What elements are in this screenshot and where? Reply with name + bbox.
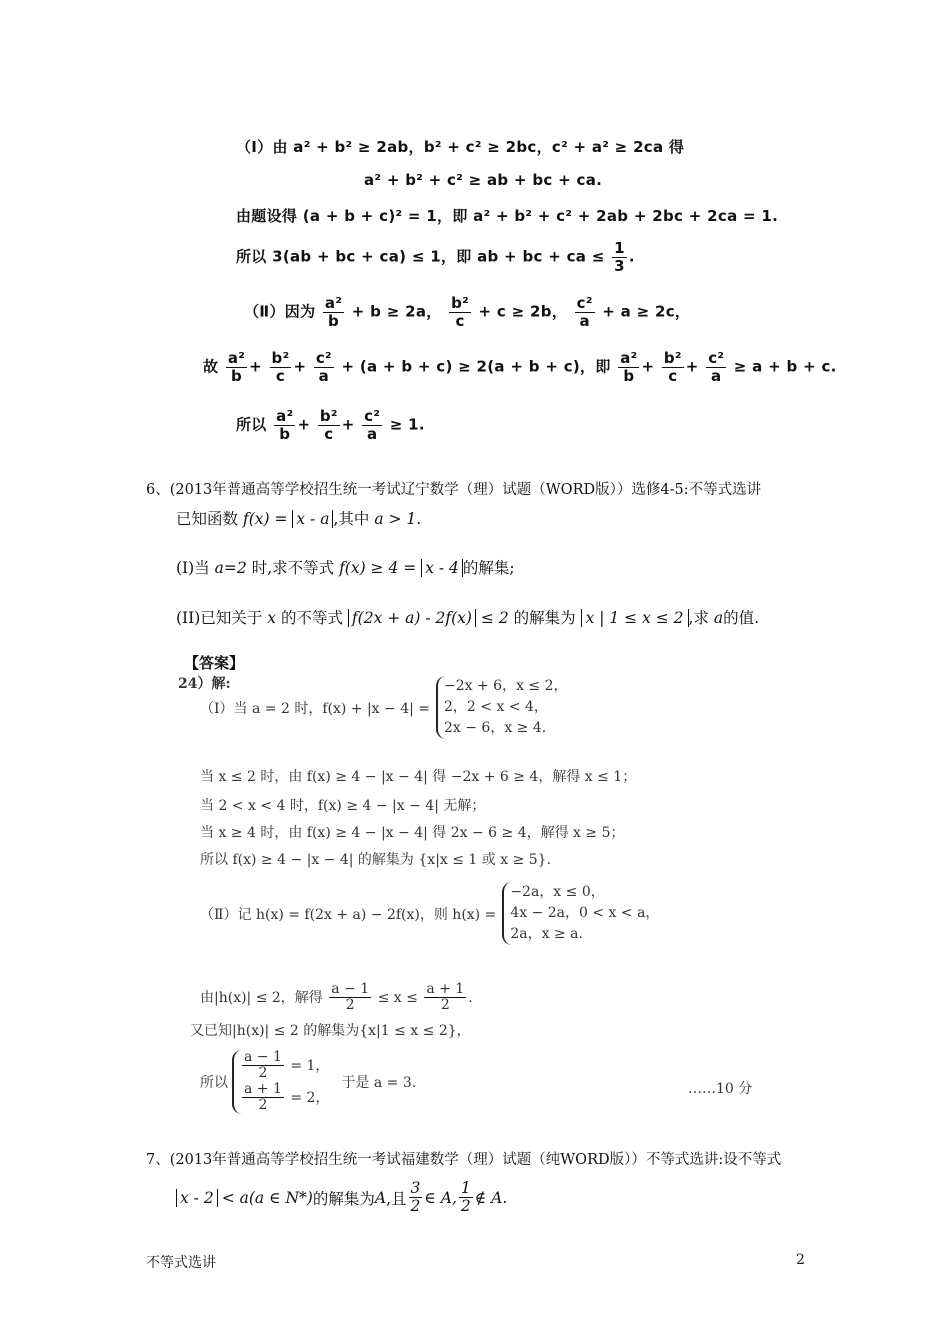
piecewise-brace: −2a，x ≤ 0， 4x − 2a，0 < x < a， 2a，x ≥ a. — [502, 882, 659, 945]
absolute-value: f(2x + a) - 2f(x) — [348, 609, 476, 627]
question6-title: 6、(2013年普通高等学校招生统一考试辽宁数学（理）试题（WORD版））选修4-5:不等式选讲 — [146, 482, 762, 498]
fraction: $\frac{\text{c²}}{a}$ — [315, 349, 332, 385]
question7-body: x - 2 < a(a ∈ N*) 的解集为 A ,且 $\frac{3}{2}$ ∈ A, $\frac{1}{2}$ ∉ A. — [176, 1180, 507, 1215]
answer-line1: 当 x ≤ 2 时，由 f(x) ≥ 4 − |x − 4| 得 −2x + 6 ≥ 4，解得 x ≤ 1； — [200, 769, 637, 785]
fraction: $\frac{\text{c²}}{a}$ — [576, 294, 593, 330]
solution5-line3: 由题设得 (a + b + c)² = 1，即 a² + b² + c² + 2ab + 2bc + 2ca = 1. — [236, 207, 779, 225]
system-brace: $\frac{a - 1}{2}$ = 1， $\frac{a + 1}{2}$ = 2， — [232, 1050, 329, 1114]
absolute-value: x - a — [292, 510, 333, 528]
answer-line7: 所以 $\frac{a - 1}{2}$ = 1， $\frac{a + 1}{2}$ = 2， 于是 a = 3. — [200, 1049, 417, 1114]
solution5-line7: 所以 $\frac{\text{a²}}{b}$ + $\frac{\text{b²}}{c}$ + $\frac{\text{c²}}{a}$ ≥ 1. — [236, 407, 425, 443]
answer-part1-def: （Ⅰ）当 a = 2 时，f(x) + |x − 4| = −2x + 6，x ≤ 2， 2，2 < x < 4， 2x − 6，x ≥ 4. — [200, 676, 568, 739]
question7-title: 7、(2013年普通高等学校招生统一考试福建数学（理）试题（纯WORD版））不等式选讲:设不等式 — [146, 1152, 782, 1168]
fraction: $\frac{a - 1}{2}$ — [331, 981, 370, 1014]
solution-set: x | 1 ≤ x ≤ 2 — [581, 609, 689, 627]
fraction: $\frac{\text{c²}}{a}$ — [708, 349, 725, 385]
answer-number: 24）解: — [178, 676, 231, 692]
fraction: $\frac{\text{a²}}{b}$ — [324, 294, 343, 330]
solution5-line4: 所以 3(ab + bc + ca) ≤ 1，即 ab + bc + ca ≤ $\frac{1}{3}$ . — [236, 239, 635, 275]
answer-line5: 由|h(x)| ≤ 2，解得 $\frac{a - 1}{2}$ ≤ x ≤ $\frac{a + 1}{2}$ . — [200, 981, 473, 1014]
fraction: $\frac{\text{a²}}{b}$ — [620, 349, 638, 385]
question6-part1: (I)当 a=2 时,求不等式 f(x) ≥ 4 = x - 4 的解集; — [176, 559, 515, 577]
fraction: $\frac{1}{3}$ — [614, 239, 625, 275]
fraction: $\frac{\text{c²}}{a}$ — [364, 407, 381, 443]
answer-line2: 当 2 < x < 4 时，f(x) ≥ 4 − |x − 4| 无解； — [200, 798, 486, 814]
piecewise-brace: −2x + 6，x ≤ 2， 2，2 < x < 4， 2x − 6，x ≥ 4. — [436, 676, 568, 739]
solution5-line4-text: 所以 3(ab + bc + ca) ≤ 1，即 ab + bc + ca ≤ — [236, 247, 605, 266]
answer-line4: 所以 f(x) ≥ 4 − |x − 4| 的解集为 {x|x ≤ 1 或 x ≥ 5}. — [200, 852, 552, 868]
fraction: $\frac{\text{b²}}{c}$ — [663, 349, 682, 385]
fraction: $\frac{\text{a²}}{b}$ — [276, 407, 294, 443]
answer-part2-def: （Ⅱ）记 h(x) = f(2x + a) − 2f(x)，则 h(x) = −2a，x ≤ 0， 4x − 2a，0 < x < a， 2a，x ≥ a. — [200, 882, 659, 945]
solution5-line5: （Ⅱ）因为 $\frac{\text{a²}}{b}$ + b ≥ 2a， $\frac{\text{b²}}{c}$ + c ≥ 2b， $\frac{\text{c²}}{a}$ + a ≥ 2c， — [244, 294, 691, 330]
question6-given: 已知函数 f(x) = x - a ,其中 a > 1. — [176, 510, 422, 528]
footer-section-title: 不等式选讲 — [146, 1255, 216, 1271]
absolute-value: x - 2 — [176, 1189, 218, 1207]
solution5-line6: 故 $\frac{\text{a²}}{b}$ + $\frac{\text{b²}}{c}$ + $\frac{\text{c²}}{a}$ + (a + b + c) ≥ 2(a + b + c)，即 $\frac{\text{a²}}{b}$ + $\frac{\text{b²}}{c}$ + $\frac{\text{c²}}{a}$ ≥ a + b + c. — [203, 349, 837, 385]
solution5-line1: （Ⅰ）由 a² + b² ≥ 2ab，b² + c² ≥ 2bc，c² + a² ≥ 2ca 得 — [236, 138, 685, 156]
fraction: $\frac{\text{a²}}{b}$ — [227, 349, 246, 385]
question6-part2: (II)已知关于 x 的不等式 f(2x + a) - 2f(x) ≤ 2 的解集为 x | 1 ≤ x ≤ 2 ,求 a的值. — [176, 609, 760, 627]
fraction: $\frac{a + 1}{2}$ — [426, 981, 465, 1014]
fraction: $\frac{\text{b²}}{c}$ — [319, 407, 338, 443]
answer-line6: 又已知|h(x)| ≤ 2 的解集为{x|1 ≤ x ≤ 2}， — [190, 1023, 471, 1039]
page-number: 2 — [796, 1252, 805, 1268]
solution5-line2: a² + b² + c² ≥ ab + bc + ca. — [364, 171, 603, 189]
answer-heading: 【答案】 — [184, 654, 245, 672]
answer-score: ……10 分 — [688, 1081, 753, 1097]
answer-line3: 当 x ≥ 4 时，由 f(x) ≥ 4 − |x − 4| 得 2x − 6 ≥ 4，解得 x ≥ 5； — [200, 825, 625, 841]
fraction: $\frac{\text{b²}}{c}$ — [271, 349, 290, 385]
fraction: $\frac{1}{2}$ — [460, 1179, 471, 1216]
absolute-value: x - 4 — [421, 559, 463, 577]
fraction: $\frac{\text{b²}}{c}$ — [451, 294, 470, 330]
fraction: $\frac{3}{2}$ — [410, 1179, 421, 1216]
